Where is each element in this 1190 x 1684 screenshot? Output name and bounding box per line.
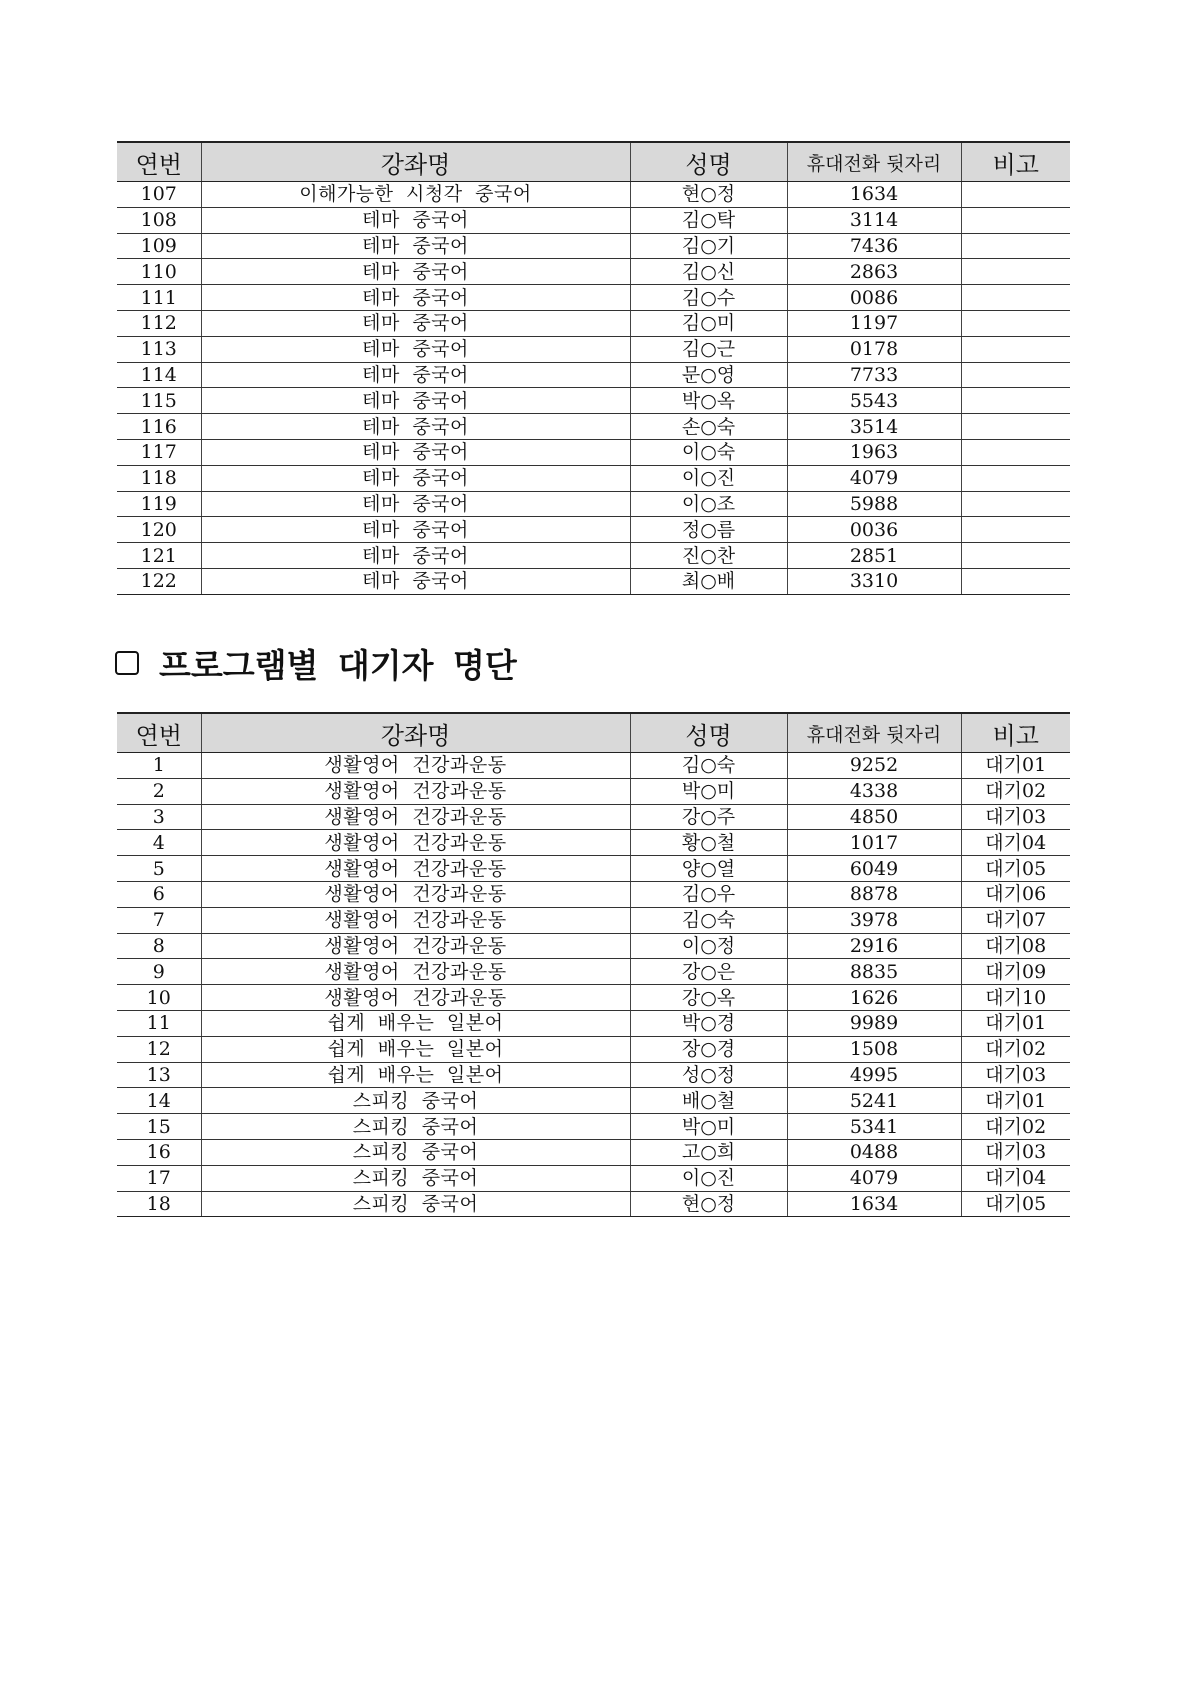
cell-phone: 3114 bbox=[787, 207, 961, 233]
cell-course: 테마 중국어 bbox=[201, 362, 630, 388]
table-row bbox=[117, 568, 1070, 594]
cell-note: 대기01 bbox=[961, 1088, 1070, 1114]
cell-phone: 0178 bbox=[787, 336, 961, 362]
table-row bbox=[117, 856, 1070, 882]
table-row bbox=[117, 543, 1070, 569]
table-row bbox=[117, 753, 1070, 779]
cell-note: 대기09 bbox=[961, 959, 1070, 985]
table-row bbox=[117, 1191, 1070, 1217]
cell-name: 성○정 bbox=[630, 1062, 787, 1088]
cell-phone: 2916 bbox=[787, 933, 961, 959]
table-row bbox=[117, 881, 1070, 907]
cell-no: 119 bbox=[117, 491, 201, 517]
cell-name: 문○영 bbox=[630, 362, 787, 388]
table-row bbox=[117, 465, 1070, 491]
table-row bbox=[117, 207, 1070, 233]
table-header-row bbox=[117, 142, 1070, 182]
cell-course: 테마 중국어 bbox=[201, 439, 630, 465]
table-row bbox=[117, 1036, 1070, 1062]
cell-no: 13 bbox=[117, 1062, 201, 1088]
cell-no: 110 bbox=[117, 259, 201, 285]
cell-course: 테마 중국어 bbox=[201, 259, 630, 285]
table-row bbox=[117, 310, 1070, 336]
cell-name: 김○신 bbox=[630, 259, 787, 285]
cell-course: 생활영어 건강과운동 bbox=[201, 856, 630, 882]
cell-phone: 1197 bbox=[787, 310, 961, 336]
cell-course: 테마 중국어 bbox=[201, 465, 630, 491]
table-row bbox=[117, 1062, 1070, 1088]
cell-note bbox=[961, 568, 1070, 594]
cell-no: 15 bbox=[117, 1114, 201, 1140]
cell-name: 이○정 bbox=[630, 933, 787, 959]
cell-phone: 4079 bbox=[787, 465, 961, 491]
cell-note: 대기02 bbox=[961, 1114, 1070, 1140]
table-row bbox=[117, 804, 1070, 830]
table-row bbox=[117, 778, 1070, 804]
cell-note bbox=[961, 233, 1070, 259]
cell-note: 대기03 bbox=[961, 1062, 1070, 1088]
cell-no: 115 bbox=[117, 388, 201, 414]
cell-phone: 1626 bbox=[787, 985, 961, 1011]
cell-no: 118 bbox=[117, 465, 201, 491]
cell-name: 강○옥 bbox=[630, 985, 787, 1011]
cell-name: 박○미 bbox=[630, 778, 787, 804]
header-no: 연번 bbox=[117, 713, 201, 753]
table-row bbox=[117, 388, 1070, 414]
cell-course: 스피킹 중국어 bbox=[201, 1088, 630, 1114]
section-title: 프로그램별 대기자 명단 bbox=[159, 645, 517, 685]
cell-phone: 9252 bbox=[787, 753, 961, 779]
header-phone: 휴대전화 뒷자리 bbox=[787, 142, 961, 182]
cell-note: 대기05 bbox=[961, 856, 1070, 882]
table-row bbox=[117, 959, 1070, 985]
cell-no: 109 bbox=[117, 233, 201, 259]
cell-phone: 5241 bbox=[787, 1088, 961, 1114]
cell-phone: 1634 bbox=[787, 1191, 961, 1217]
table-row bbox=[117, 1139, 1070, 1165]
cell-name: 김○근 bbox=[630, 336, 787, 362]
cell-no: 11 bbox=[117, 1010, 201, 1036]
cell-phone: 1963 bbox=[787, 439, 961, 465]
cell-note: 대기02 bbox=[961, 1036, 1070, 1062]
cell-course: 쉽게 배우는 일본어 bbox=[201, 1062, 630, 1088]
cell-note bbox=[961, 517, 1070, 543]
cell-phone: 2851 bbox=[787, 543, 961, 569]
cell-note bbox=[961, 543, 1070, 569]
cell-no: 7 bbox=[117, 907, 201, 933]
cell-note: 대기08 bbox=[961, 933, 1070, 959]
cell-no: 113 bbox=[117, 336, 201, 362]
cell-name: 현○정 bbox=[630, 1191, 787, 1217]
cell-no: 2 bbox=[117, 778, 201, 804]
cell-course: 쉽게 배우는 일본어 bbox=[201, 1036, 630, 1062]
cell-name: 강○주 bbox=[630, 804, 787, 830]
cell-no: 114 bbox=[117, 362, 201, 388]
cell-course: 스피킹 중국어 bbox=[201, 1139, 630, 1165]
cell-phone: 5543 bbox=[787, 388, 961, 414]
cell-name: 박○경 bbox=[630, 1010, 787, 1036]
enrollee-table bbox=[117, 141, 1070, 595]
cell-name: 고○희 bbox=[630, 1139, 787, 1165]
cell-phone: 5988 bbox=[787, 491, 961, 517]
cell-note bbox=[961, 182, 1070, 208]
table-row bbox=[117, 1088, 1070, 1114]
table-row bbox=[117, 233, 1070, 259]
cell-name: 이○진 bbox=[630, 465, 787, 491]
cell-note: 대기03 bbox=[961, 1139, 1070, 1165]
cell-phone: 1017 bbox=[787, 830, 961, 856]
cell-no: 6 bbox=[117, 881, 201, 907]
table-row bbox=[117, 439, 1070, 465]
cell-name: 현○정 bbox=[630, 182, 787, 208]
cell-no: 122 bbox=[117, 568, 201, 594]
cell-no: 16 bbox=[117, 1139, 201, 1165]
table-body bbox=[117, 753, 1070, 1217]
cell-phone: 3978 bbox=[787, 907, 961, 933]
cell-phone: 4079 bbox=[787, 1165, 961, 1191]
header-note: 비고 bbox=[961, 142, 1070, 182]
cell-no: 5 bbox=[117, 856, 201, 882]
cell-course: 테마 중국어 bbox=[201, 310, 630, 336]
cell-course: 테마 중국어 bbox=[201, 543, 630, 569]
cell-name: 양○열 bbox=[630, 856, 787, 882]
cell-phone: 0488 bbox=[787, 1139, 961, 1165]
cell-phone: 3310 bbox=[787, 568, 961, 594]
table-row bbox=[117, 985, 1070, 1011]
table-row bbox=[117, 830, 1070, 856]
cell-phone: 4850 bbox=[787, 804, 961, 830]
cell-name: 김○우 bbox=[630, 881, 787, 907]
cell-name: 김○숙 bbox=[630, 753, 787, 779]
cell-note bbox=[961, 310, 1070, 336]
cell-name: 박○미 bbox=[630, 1114, 787, 1140]
header-course: 강좌명 bbox=[201, 142, 630, 182]
cell-name: 이○진 bbox=[630, 1165, 787, 1191]
cell-phone: 8835 bbox=[787, 959, 961, 985]
cell-note bbox=[961, 259, 1070, 285]
cell-phone: 7436 bbox=[787, 233, 961, 259]
header-name: 성명 bbox=[630, 142, 787, 182]
header-name: 성명 bbox=[630, 713, 787, 753]
cell-course: 생활영어 건강과운동 bbox=[201, 959, 630, 985]
cell-name: 이○조 bbox=[630, 491, 787, 517]
cell-no: 111 bbox=[117, 285, 201, 311]
cell-course: 생활영어 건강과운동 bbox=[201, 907, 630, 933]
table-row bbox=[117, 1010, 1070, 1036]
cell-phone: 7733 bbox=[787, 362, 961, 388]
cell-phone: 3514 bbox=[787, 414, 961, 440]
cell-name: 진○찬 bbox=[630, 543, 787, 569]
cell-course: 생활영어 건강과운동 bbox=[201, 804, 630, 830]
cell-note bbox=[961, 285, 1070, 311]
cell-course: 생활영어 건강과운동 bbox=[201, 830, 630, 856]
cell-no: 3 bbox=[117, 804, 201, 830]
cell-note: 대기07 bbox=[961, 907, 1070, 933]
cell-phone: 1508 bbox=[787, 1036, 961, 1062]
cell-phone: 2863 bbox=[787, 259, 961, 285]
table-header-row bbox=[117, 713, 1070, 753]
table-body bbox=[117, 182, 1070, 595]
cell-name: 박○옥 bbox=[630, 388, 787, 414]
cell-course: 스피킹 중국어 bbox=[201, 1114, 630, 1140]
cell-name: 최○배 bbox=[630, 568, 787, 594]
table-row bbox=[117, 414, 1070, 440]
table-row bbox=[117, 1165, 1070, 1191]
cell-course: 테마 중국어 bbox=[201, 568, 630, 594]
cell-no: 108 bbox=[117, 207, 201, 233]
cell-no: 10 bbox=[117, 985, 201, 1011]
cell-note: 대기02 bbox=[961, 778, 1070, 804]
cell-name: 김○숙 bbox=[630, 907, 787, 933]
cell-name: 손○숙 bbox=[630, 414, 787, 440]
cell-note: 대기10 bbox=[961, 985, 1070, 1011]
cell-name: 황○철 bbox=[630, 830, 787, 856]
cell-no: 117 bbox=[117, 439, 201, 465]
cell-phone: 0036 bbox=[787, 517, 961, 543]
cell-name: 김○기 bbox=[630, 233, 787, 259]
waitlist-table bbox=[117, 712, 1070, 1217]
header-no: 연번 bbox=[117, 142, 201, 182]
cell-name: 김○수 bbox=[630, 285, 787, 311]
cell-course: 이해가능한 시청각 중국어 bbox=[201, 182, 630, 208]
cell-phone: 1634 bbox=[787, 182, 961, 208]
header-phone: 휴대전화 뒷자리 bbox=[787, 713, 961, 753]
table-row bbox=[117, 491, 1070, 517]
cell-note bbox=[961, 414, 1070, 440]
cell-no: 18 bbox=[117, 1191, 201, 1217]
cell-phone: 6049 bbox=[787, 856, 961, 882]
header-note: 비고 bbox=[961, 713, 1070, 753]
cell-course: 생활영어 건강과운동 bbox=[201, 985, 630, 1011]
section-heading bbox=[115, 641, 517, 685]
cell-course: 테마 중국어 bbox=[201, 285, 630, 311]
table-row bbox=[117, 336, 1070, 362]
cell-no: 14 bbox=[117, 1088, 201, 1114]
cell-no: 9 bbox=[117, 959, 201, 985]
cell-no: 17 bbox=[117, 1165, 201, 1191]
cell-note bbox=[961, 336, 1070, 362]
cell-phone: 5341 bbox=[787, 1114, 961, 1140]
cell-name: 김○미 bbox=[630, 310, 787, 336]
table-row bbox=[117, 933, 1070, 959]
cell-name: 이○숙 bbox=[630, 439, 787, 465]
table-row bbox=[117, 182, 1070, 208]
cell-course: 스피킹 중국어 bbox=[201, 1191, 630, 1217]
cell-note bbox=[961, 439, 1070, 465]
table-row bbox=[117, 1114, 1070, 1140]
cell-course: 테마 중국어 bbox=[201, 491, 630, 517]
cell-phone: 4338 bbox=[787, 778, 961, 804]
table-row bbox=[117, 285, 1070, 311]
table-row bbox=[117, 362, 1070, 388]
cell-note: 대기01 bbox=[961, 753, 1070, 779]
cell-no: 112 bbox=[117, 310, 201, 336]
cell-note: 대기06 bbox=[961, 881, 1070, 907]
cell-no: 8 bbox=[117, 933, 201, 959]
cell-course: 테마 중국어 bbox=[201, 414, 630, 440]
cell-note bbox=[961, 491, 1070, 517]
cell-phone: 0086 bbox=[787, 285, 961, 311]
cell-note bbox=[961, 465, 1070, 491]
cell-no: 12 bbox=[117, 1036, 201, 1062]
header-course: 강좌명 bbox=[201, 713, 630, 753]
cell-note bbox=[961, 388, 1070, 414]
cell-note: 대기03 bbox=[961, 804, 1070, 830]
cell-note: 대기05 bbox=[961, 1191, 1070, 1217]
table-row bbox=[117, 907, 1070, 933]
cell-name: 김○탁 bbox=[630, 207, 787, 233]
cell-course: 테마 중국어 bbox=[201, 233, 630, 259]
cell-course: 쉽게 배우는 일본어 bbox=[201, 1010, 630, 1036]
cell-course: 생활영어 건강과운동 bbox=[201, 933, 630, 959]
table-row bbox=[117, 259, 1070, 285]
cell-name: 정○름 bbox=[630, 517, 787, 543]
cell-no: 107 bbox=[117, 182, 201, 208]
cell-name: 배○철 bbox=[630, 1088, 787, 1114]
cell-note: 대기04 bbox=[961, 830, 1070, 856]
cell-no: 1 bbox=[117, 753, 201, 779]
cell-no: 116 bbox=[117, 414, 201, 440]
cell-course: 생활영어 건강과운동 bbox=[201, 881, 630, 907]
checkbox-icon bbox=[115, 651, 139, 675]
cell-no: 4 bbox=[117, 830, 201, 856]
cell-course: 생활영어 건강과운동 bbox=[201, 778, 630, 804]
cell-note bbox=[961, 362, 1070, 388]
cell-note bbox=[961, 207, 1070, 233]
cell-course: 스피킹 중국어 bbox=[201, 1165, 630, 1191]
cell-no: 121 bbox=[117, 543, 201, 569]
cell-phone: 8878 bbox=[787, 881, 961, 907]
cell-course: 테마 중국어 bbox=[201, 517, 630, 543]
cell-no: 120 bbox=[117, 517, 201, 543]
cell-course: 테마 중국어 bbox=[201, 207, 630, 233]
cell-note: 대기04 bbox=[961, 1165, 1070, 1191]
cell-name: 강○은 bbox=[630, 959, 787, 985]
cell-note: 대기01 bbox=[961, 1010, 1070, 1036]
cell-course: 테마 중국어 bbox=[201, 388, 630, 414]
cell-course: 테마 중국어 bbox=[201, 336, 630, 362]
cell-name: 장○경 bbox=[630, 1036, 787, 1062]
table-row bbox=[117, 517, 1070, 543]
cell-phone: 9989 bbox=[787, 1010, 961, 1036]
cell-phone: 4995 bbox=[787, 1062, 961, 1088]
cell-course: 생활영어 건강과운동 bbox=[201, 753, 630, 779]
